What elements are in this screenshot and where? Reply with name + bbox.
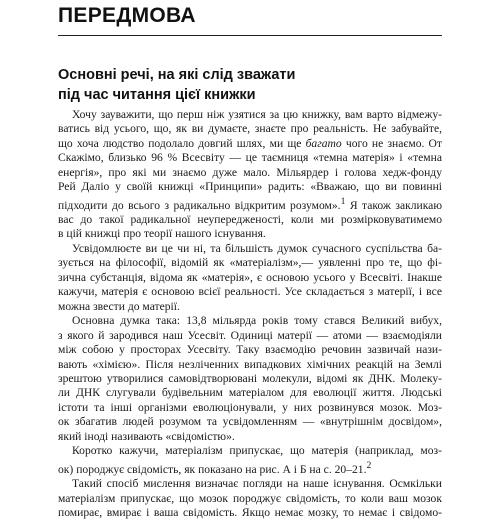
paragraph <box>58 444 442 477</box>
text-line: зична субстанція, відома як «матерія», є основою усього у Всесвіті. Інакше <box>58 270 442 284</box>
text-segment: підходити до всього з радикально відкритим розумом». <box>58 198 341 212</box>
text-line: Усвідомлюєте ви це чи ні, та більшість думок сучасного суспільства ба- <box>72 241 442 255</box>
section-subheading <box>58 65 448 105</box>
text-line: який іноді називають «свідомістю». <box>58 429 235 443</box>
subheading-line: під час читання цієї книжки <box>58 87 256 103</box>
text-segment: ок) породжує свідомість, як показано на рис. А і Б на с. 20–21. <box>58 462 367 476</box>
paragraph <box>58 108 442 242</box>
paragraph <box>58 314 442 444</box>
text-line <box>58 195 442 213</box>
text-line: Скажімо, близько 96 % Всесвіту — це таємниця «темна матерія» і «темна <box>58 151 442 165</box>
text-line: з якого й зародився наш Усесвіт. Одиниці матерії — атоми — взаємодіяли <box>58 328 442 342</box>
text-segment: Я також закликаю <box>345 198 442 212</box>
text-segment: що хоча людство подолало довгий шлях, ми ще <box>58 136 306 150</box>
paragraph <box>58 477 442 520</box>
text-line: помирає, вмирає і ваша свідомість. Якщо немає мозку, то немає і свідомо- <box>58 505 442 519</box>
text-line: ли ДНК слугували будівельним матеріалом для еволюції життя. Людські <box>58 386 442 400</box>
text-line: Основна думка така: 13,8 мільярда років тому стався Великий вибух, <box>72 314 442 328</box>
text-line: ок збагатив людей розумом та усвідомленням — «внутрішнім досвідом», <box>58 415 442 429</box>
text-line: вають «хімією». Після незліченних випадкових хімічних реакцій на Землі <box>58 357 442 371</box>
chapter-title: ПЕРЕДМОВА <box>58 4 196 27</box>
footnote-marker[interactable]: 1 <box>340 195 346 207</box>
text-line: в цій книжці про теорії нашого існування. <box>58 227 266 241</box>
text-line: зрештою утворилися самовідтворювані молекули, відомі як ДНК. Молеку- <box>58 372 442 386</box>
text-line: можна звести до матерії. <box>58 299 180 313</box>
text-line: Хочу зауважити, що перш ніж узятися за цю книжку, вам варто відмежу- <box>72 108 442 121</box>
subheading-line: Основні речі, на які слід зважати <box>58 67 296 83</box>
text-line: Коротко кажучи, матеріалізм припускає, що матерія (наприклад, моз- <box>72 444 442 458</box>
text-line: Рей Даліо у своїй книжці «Принципи» радить: «Вважаю, що ви повинні <box>58 180 442 194</box>
text-line: зується на філософії, відомій як «матеріалізм»,— уявленні про те, що фі- <box>58 256 442 270</box>
text-line: ватись від усього, що, як ви думаєте, знаєте про реальність. Не забувайте, <box>58 122 442 136</box>
text-line: між собою у просторах Усесвіту. Таку взаємодію речовин зазвичай нази- <box>58 343 442 357</box>
paragraph <box>58 242 442 314</box>
text-line <box>58 137 442 151</box>
body-text <box>58 108 442 520</box>
text-line: істоти та інші організми еволюціонували, у них розвинувся мозок. Моз- <box>58 400 442 414</box>
text-line: Такий спосіб мислення визначає погляди на наше існування. Осмкільки <box>72 477 442 491</box>
footnote-marker[interactable]: 2 <box>366 459 372 471</box>
text-line: кажучи, матерія є основою всієї реальності. Усе складається з матерії, і все <box>58 285 442 299</box>
text-line: вас до такої радикальної неупередженості, коли ми розмірковуватимемо <box>58 213 442 227</box>
title-rule <box>58 35 442 36</box>
text-line: матеріалізм припускає, що мозок породжує свідомість, то коли ваш мозок <box>58 491 442 505</box>
italic-word: багато <box>305 136 342 150</box>
text-segment: чого не знаємо. От <box>341 136 442 150</box>
text-line <box>58 459 442 477</box>
text-line: енергія», про які ми знаємо дуже мало. Мільярдер і голова хедж-фонду <box>58 165 442 179</box>
